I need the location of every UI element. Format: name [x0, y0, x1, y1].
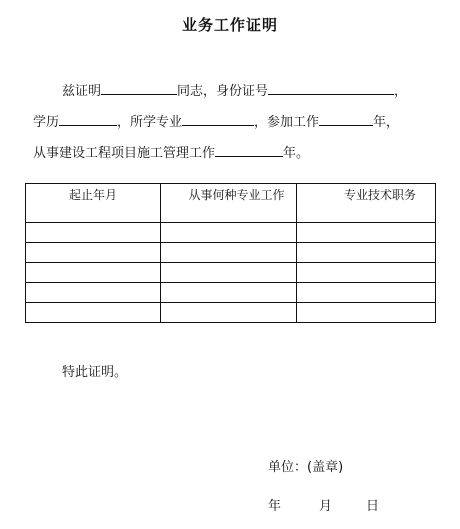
- education-blank: [59, 112, 117, 126]
- header-title: 专业技术职务: [297, 184, 436, 223]
- document-title: 业务工作证明: [181, 16, 278, 34]
- date-month-label: 月: [319, 499, 333, 514]
- date-year-label: 年: [268, 499, 282, 514]
- table-cell: [161, 223, 297, 243]
- line2-work-label: ，参加工作: [254, 115, 320, 130]
- line3-text: 从事建设工程项目施工管理工作: [33, 146, 216, 161]
- table-row: [26, 283, 436, 303]
- name-blank: [101, 81, 177, 95]
- header-period: 起止年月: [26, 184, 161, 223]
- table-cell: [161, 243, 297, 263]
- years-blank: [215, 143, 283, 157]
- table-row: [26, 263, 436, 283]
- table-cell: [26, 283, 161, 303]
- line3-end: 年。: [283, 146, 310, 161]
- table-cell: [297, 303, 436, 323]
- table-cell: [26, 243, 161, 263]
- table-cell: [161, 283, 297, 303]
- certificate-line-3: [33, 143, 309, 163]
- line1-prefix: 兹证明: [62, 84, 102, 99]
- header-specialty: 从事何种专业工作: [161, 184, 297, 223]
- experience-table: [25, 183, 436, 323]
- line2-education-label: 学历: [33, 115, 60, 130]
- table-cell: [26, 303, 161, 323]
- certificate-line-1: [62, 81, 407, 101]
- line1-end: ，: [394, 84, 408, 99]
- certificate-line-2: [33, 112, 399, 132]
- line1-mid: 同志，身份证号: [177, 84, 269, 99]
- date-line: [268, 498, 379, 516]
- table-header-row: [26, 184, 436, 223]
- table-cell: [297, 283, 436, 303]
- work-start-blank: [319, 112, 373, 126]
- table-row: [26, 243, 436, 263]
- unit-seal-label: 单位：(盖章): [268, 460, 344, 475]
- date-day-label: 日: [366, 499, 380, 514]
- major-blank: [182, 112, 254, 126]
- table-cell: [26, 263, 161, 283]
- table-cell: [161, 263, 297, 283]
- line2-end: 年，: [373, 115, 400, 130]
- table-row: [26, 303, 436, 323]
- table-cell: [26, 223, 161, 243]
- closing-statement: 特此证明。: [62, 365, 128, 380]
- table-row: [26, 223, 436, 243]
- line2-major-label: ，所学专业: [117, 115, 183, 130]
- table-cell: [297, 223, 436, 243]
- id-number-blank: [268, 81, 394, 95]
- table-cell: [297, 263, 436, 283]
- table-cell: [297, 243, 436, 263]
- table-cell: [161, 303, 297, 323]
